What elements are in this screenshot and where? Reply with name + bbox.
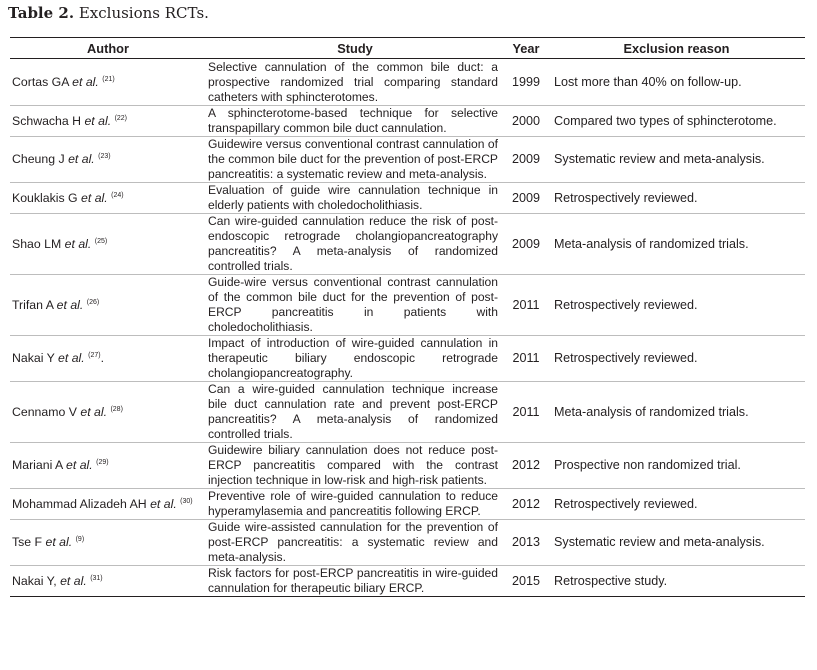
study-cell: Evaluation of guide wire cannulation technique in elderly patients with choledocholithiasis. bbox=[206, 183, 504, 214]
reference-number: (27) bbox=[88, 352, 101, 359]
author-name: Cheung J bbox=[12, 152, 65, 166]
author-cell bbox=[10, 214, 206, 275]
table-row bbox=[10, 382, 805, 443]
header-year: Year bbox=[504, 38, 548, 59]
exclusion-reason-cell: Compared two types of sphincterotome. bbox=[548, 106, 805, 137]
table-row bbox=[10, 275, 805, 336]
exclusion-reason-cell: Retrospective study. bbox=[548, 566, 805, 597]
et-al: et al. bbox=[80, 404, 108, 419]
table-row bbox=[10, 489, 805, 520]
table-row bbox=[10, 336, 805, 382]
year-cell: 2000 bbox=[504, 106, 548, 137]
author-name: Shao LM bbox=[12, 236, 62, 251]
table-row bbox=[10, 183, 805, 214]
year-cell: 1999 bbox=[504, 59, 548, 106]
table-header-row bbox=[10, 38, 805, 59]
study-cell: Preventive role of wire-guided cannulation to reduce hyperamylasemia and pancreatitis following ERCP. bbox=[206, 489, 504, 520]
et-al: et al. bbox=[45, 535, 73, 549]
reference-number: (25) bbox=[94, 237, 108, 245]
et-al: et al. bbox=[58, 351, 85, 365]
exclusion-reason-cell: Lost more than 40% on follow-up. bbox=[548, 59, 805, 106]
author-name: Nakai Y, bbox=[12, 573, 57, 588]
table-row bbox=[10, 214, 805, 275]
year-cell: 2009 bbox=[504, 214, 548, 275]
reference-number: (30) bbox=[180, 497, 193, 505]
reference-number: (23) bbox=[98, 153, 111, 160]
exclusion-reason-cell: Prospective non randomized trial. bbox=[548, 443, 805, 489]
exclusion-reason-cell: Meta-analysis of randomized trials. bbox=[548, 214, 805, 275]
table-title: Exclusions RCTs. bbox=[78, 4, 209, 22]
table-row bbox=[10, 137, 805, 183]
author-name: Cennamo V bbox=[12, 404, 77, 419]
study-cell: Impact of introduction of wire-guided cannulation in therapeutic biliary endoscopic retrograde cholangiopancreatography. bbox=[206, 336, 504, 382]
study-cell: Guide wire-assisted cannulation for the prevention of post-ERCP pancreatitis: a systematic review and meta-analysis. bbox=[206, 520, 504, 566]
author-cell bbox=[10, 489, 206, 520]
et-al: et al. bbox=[64, 236, 92, 251]
study-cell: Can a wire-guided cannulation technique increase bile duct cannulation rate and prevent post-ERCP pancreatitis? A meta-analysis of randomized controlled trials. bbox=[206, 382, 504, 443]
reference-number: (29) bbox=[96, 459, 109, 466]
reference-number: (22) bbox=[114, 114, 128, 122]
exclusion-reason-cell: Systematic review and meta-analysis. bbox=[548, 137, 805, 183]
author-cell bbox=[10, 106, 206, 137]
table-number: Table 2. bbox=[8, 4, 75, 22]
year-cell: 2011 bbox=[504, 275, 548, 336]
author-name: Tse F bbox=[12, 535, 43, 549]
table-row bbox=[10, 566, 805, 597]
reference-number: (28) bbox=[110, 405, 123, 413]
et-al: et al. bbox=[60, 573, 87, 588]
exclusion-reason-cell: Systematic review and meta-analysis. bbox=[548, 520, 805, 566]
study-cell: Guidewire biliary cannulation does not reduce post-ERCP pancreatitis compared with the contrast injection technique in low-risk and high-risk patients. bbox=[206, 443, 504, 489]
author-cell bbox=[10, 566, 206, 597]
study-cell: Guide-wire versus conventional contrast cannulation of the common bile duct for the prevention of post-ERCP pancreatitis in patients with choledocholithiasis. bbox=[206, 275, 504, 336]
reference-number: (21) bbox=[102, 75, 115, 83]
et-al: et al. bbox=[66, 458, 93, 472]
header-study: Study bbox=[206, 38, 504, 59]
exclusions-table bbox=[10, 37, 805, 597]
table-row bbox=[10, 520, 805, 566]
year-cell: 2015 bbox=[504, 566, 548, 597]
table-row bbox=[10, 106, 805, 137]
author-name: Trifan A bbox=[12, 297, 54, 312]
reference-number: (9) bbox=[75, 536, 85, 543]
author-name: Mohammad Alizadeh AH bbox=[12, 496, 147, 511]
author-name: Mariani A bbox=[12, 458, 63, 472]
reference-number: (31) bbox=[90, 574, 103, 582]
study-cell: Risk factors for post-ERCP pancreatitis in wire-guided cannulation for therapeutic biliary ERCP. bbox=[206, 566, 504, 597]
author-cell bbox=[10, 59, 206, 106]
author-cell bbox=[10, 275, 206, 336]
author-cell bbox=[10, 336, 206, 382]
exclusion-reason-cell: Retrospectively reviewed. bbox=[548, 336, 805, 382]
reference-number: (24) bbox=[111, 191, 124, 199]
exclusion-reason-cell: Retrospectively reviewed. bbox=[548, 275, 805, 336]
exclusion-reason-cell: Meta-analysis of randomized trials. bbox=[548, 382, 805, 443]
et-al: et al. bbox=[150, 496, 177, 511]
year-cell: 2012 bbox=[504, 489, 548, 520]
year-cell: 2009 bbox=[504, 183, 548, 214]
et-al: et al. bbox=[72, 74, 99, 89]
author-cell bbox=[10, 382, 206, 443]
reference-number: (26) bbox=[86, 298, 100, 306]
year-cell: 2013 bbox=[504, 520, 548, 566]
header-author: Author bbox=[10, 38, 206, 59]
header-exclusion-reason: Exclusion reason bbox=[548, 38, 805, 59]
et-al: et al. bbox=[56, 297, 84, 312]
author-cell bbox=[10, 137, 206, 183]
author-name: Nakai Y bbox=[12, 351, 55, 365]
et-al: et al. bbox=[84, 113, 112, 128]
et-al: et al. bbox=[81, 190, 108, 205]
year-cell: 2011 bbox=[504, 382, 548, 443]
study-cell: A sphincterotome-based technique for selective transpapillary common bile duct cannulation. bbox=[206, 106, 504, 137]
author-name: Cortas GA bbox=[12, 74, 69, 89]
exclusion-reason-cell: Retrospectively reviewed. bbox=[548, 183, 805, 214]
exclusion-reason-cell: Retrospectively reviewed. bbox=[548, 489, 805, 520]
author-name: Kouklakis G bbox=[12, 190, 78, 205]
author-cell bbox=[10, 183, 206, 214]
year-cell: 2009 bbox=[504, 137, 548, 183]
table-row bbox=[10, 443, 805, 489]
study-cell: Selective cannulation of the common bile duct: a prospective randomized trial comparing standard catheters with sphincterotomes. bbox=[206, 59, 504, 106]
year-cell: 2012 bbox=[504, 443, 548, 489]
author-cell bbox=[10, 443, 206, 489]
study-cell: Guidewire versus conventional contrast cannulation of the common bile duct for the prevention of post-ERCP pancreatitis: a systematic review and meta-analysis. bbox=[206, 137, 504, 183]
author-cell bbox=[10, 520, 206, 566]
et-al: et al. bbox=[68, 152, 95, 166]
table-caption bbox=[8, 4, 209, 22]
author-name: Schwacha H bbox=[12, 113, 82, 128]
study-cell: Can wire-guided cannulation reduce the risk of post-endoscopic retrograde cholangiopancreatography pancreatitis? A meta-analysis of randomized controlled trials. bbox=[206, 214, 504, 275]
author-trailing: . bbox=[100, 351, 105, 365]
table-row bbox=[10, 59, 805, 106]
year-cell: 2011 bbox=[504, 336, 548, 382]
